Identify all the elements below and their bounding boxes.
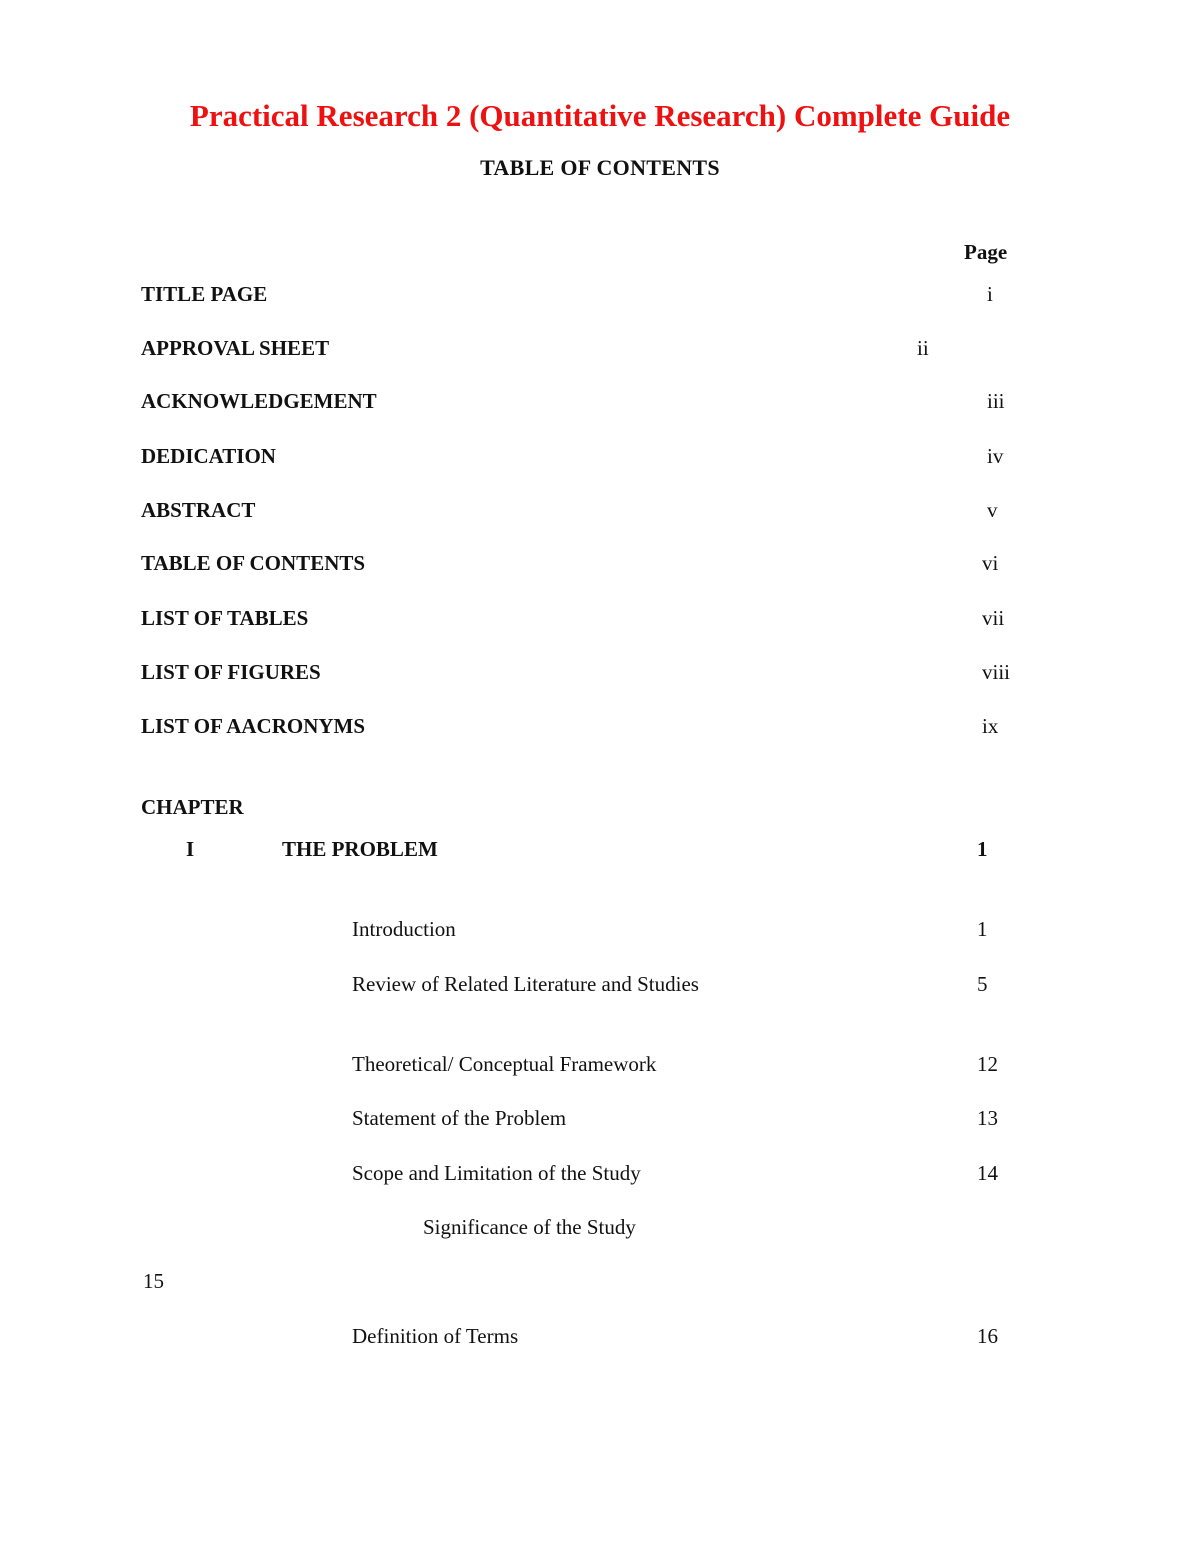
section-significance: Significance of the Study — [423, 1215, 636, 1239]
toc-entry-list-of-figures: LIST OF FIGURES — [141, 660, 321, 684]
section-page-scope-and-limitation: 14 — [977, 1161, 998, 1185]
chapter-label: CHAPTER — [141, 795, 244, 819]
section-page-statement-of-problem: 13 — [977, 1106, 998, 1130]
toc-entry-list-of-tables: LIST OF TABLES — [141, 606, 309, 630]
chapter-page: 1 — [977, 837, 988, 861]
chapter-title: THE PROBLEM — [282, 837, 438, 861]
section-page-introduction: 1 — [977, 917, 988, 941]
toc-page-table-of-contents: vi — [982, 551, 999, 575]
chapter-number: I — [186, 837, 195, 861]
section-definition-of-terms: Definition of Terms — [352, 1324, 519, 1348]
toc-entry-table-of-contents: TABLE OF CONTENTS — [141, 551, 366, 575]
document-title: Practical Research 2 (Quantitative Research) Complete Guide — [189, 98, 1011, 133]
toc-page-approval-sheet: ii — [917, 336, 929, 360]
toc-entry-dedication: DEDICATION — [141, 444, 276, 468]
page-column-label: Page — [964, 240, 1008, 264]
section-page-theoretical-framework: 12 — [977, 1052, 998, 1076]
section-scope-and-limitation: Scope and Limitation of the Study — [352, 1161, 641, 1185]
toc-page-dedication: iv — [987, 444, 1004, 468]
toc-entry-abstract: ABSTRACT — [141, 498, 256, 522]
toc-entry-title-page: TITLE PAGE — [141, 282, 268, 306]
toc-page-abstract: v — [987, 498, 998, 522]
toc-page-title-page: i — [987, 282, 993, 306]
section-page-significance: 15 — [143, 1269, 164, 1293]
section-introduction: Introduction — [352, 917, 456, 941]
toc-entry-approval-sheet: APPROVAL SHEET — [141, 336, 330, 360]
section-review-of-literature: Review of Related Literature and Studies — [352, 972, 699, 996]
toc-page-acknowledgement: iii — [987, 389, 1005, 413]
toc-entry-acknowledgement: ACKNOWLEDGEMENT — [141, 389, 377, 413]
toc-entry-list-of-acronyms: LIST OF AACRONYMS — [141, 714, 366, 738]
section-statement-of-problem: Statement of the Problem — [352, 1106, 567, 1130]
section-theoretical-framework: Theoretical/ Conceptual Framework — [352, 1052, 657, 1076]
toc-page-list-of-acronyms: ix — [982, 714, 999, 738]
toc-page-list-of-tables: vii — [982, 606, 1005, 630]
section-page-definition-of-terms: 16 — [977, 1324, 998, 1348]
toc-page-list-of-figures: viii — [982, 660, 1011, 684]
toc-heading: TABLE OF CONTENTS — [480, 155, 720, 180]
section-page-review-of-literature: 5 — [977, 972, 988, 996]
